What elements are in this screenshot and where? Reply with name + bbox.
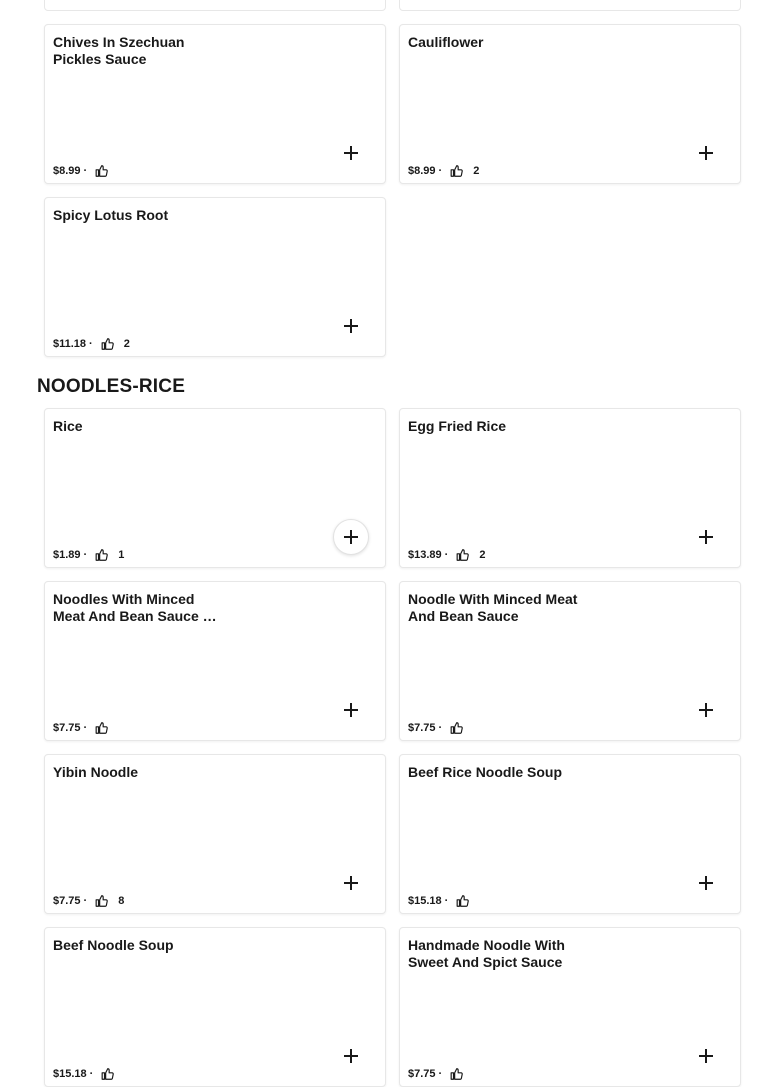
item-meta <box>53 164 118 178</box>
menu-item-card[interactable] <box>44 927 386 1087</box>
menu-item-card[interactable] <box>44 408 386 568</box>
section-title: NOODLES-RICE <box>37 376 186 397</box>
add-item-button[interactable] <box>333 308 369 344</box>
item-meta <box>408 894 479 908</box>
plus-icon <box>698 875 714 891</box>
item-meta <box>53 548 124 562</box>
item-likes: 1 <box>118 549 125 561</box>
plus-icon <box>343 1048 359 1064</box>
item-name: Chives In Szechuan Pickles Sauce <box>53 34 185 67</box>
item-price: $15.18 <box>408 895 442 907</box>
item-name: Spicy Lotus Root <box>53 207 169 223</box>
item-meta <box>53 894 124 908</box>
thumbs-up-icon <box>450 164 464 178</box>
thumbs-up-icon <box>95 164 109 178</box>
menu-item-card[interactable] <box>44 24 386 184</box>
thumbs-up-icon <box>95 721 109 735</box>
thumbs-up-icon <box>450 1067 464 1081</box>
item-meta <box>408 548 485 562</box>
separator: · <box>438 1068 443 1080</box>
item-meta <box>408 1067 473 1081</box>
item-name: Noodle With Minced Meat And Bean Sauce <box>408 591 578 624</box>
add-item-button[interactable] <box>688 865 724 901</box>
add-item-button[interactable] <box>688 135 724 171</box>
plus-icon <box>343 145 359 161</box>
separator: · <box>444 895 449 907</box>
item-name: Cauliflower <box>408 34 484 50</box>
item-name: Egg Fried Rice <box>408 418 507 434</box>
separator: · <box>83 549 88 561</box>
menu-item-card[interactable] <box>399 754 741 914</box>
add-item-button[interactable] <box>688 1038 724 1074</box>
plus-icon <box>698 145 714 161</box>
plus-icon <box>343 318 359 334</box>
plus-icon <box>698 702 714 718</box>
plus-icon <box>698 1048 714 1064</box>
thumbs-up-icon <box>450 721 464 735</box>
plus-icon <box>343 702 359 718</box>
item-price: $7.75 <box>53 895 81 907</box>
thumbs-up-icon <box>456 894 470 908</box>
item-name: Rice <box>53 418 83 434</box>
item-price: $7.75 <box>408 1068 436 1080</box>
menu-item-card[interactable] <box>399 24 741 184</box>
menu-item-card[interactable] <box>44 581 386 741</box>
add-item-button[interactable] <box>688 519 724 555</box>
thumbs-up-icon <box>95 548 109 562</box>
menu-item-card[interactable] <box>44 197 386 357</box>
item-price: $15.18 <box>53 1068 87 1080</box>
add-item-button[interactable] <box>688 692 724 728</box>
menu-item-card-partial[interactable] <box>399 0 741 11</box>
thumbs-up-icon <box>456 548 470 562</box>
add-item-button[interactable] <box>333 692 369 728</box>
item-meta <box>408 164 479 178</box>
item-name: Yibin Noodle <box>53 764 139 780</box>
item-likes: 8 <box>118 895 125 907</box>
add-item-button[interactable] <box>333 1038 369 1074</box>
separator: · <box>89 338 93 350</box>
item-price: $8.99 <box>408 165 436 177</box>
menu-item-card[interactable] <box>399 927 741 1087</box>
thumbs-up-icon <box>101 1067 115 1081</box>
item-name: Noodles With Minced Meat And Bean Sauce … <box>53 591 217 624</box>
item-price: $13.89 <box>408 549 442 561</box>
item-name: Handmade Noodle With Sweet And Spict Sauce <box>408 937 565 970</box>
thumbs-up-icon <box>101 337 115 351</box>
add-item-button[interactable] <box>333 135 369 171</box>
plus-icon <box>343 529 359 545</box>
separator: · <box>444 549 449 561</box>
item-price: $7.75 <box>408 722 436 734</box>
item-price: $8.99 <box>53 165 81 177</box>
item-price: $7.75 <box>53 722 81 734</box>
menu-item-card-partial[interactable] <box>44 0 386 11</box>
menu-item-card[interactable] <box>399 581 741 741</box>
plus-icon <box>343 875 359 891</box>
item-price: $11.18 <box>53 338 87 350</box>
item-likes: 2 <box>479 549 486 561</box>
item-meta <box>53 1067 124 1081</box>
item-name: Beef Rice Noodle Soup <box>408 764 563 780</box>
add-item-button[interactable] <box>333 519 369 555</box>
item-name: Beef Noodle Soup <box>53 937 174 953</box>
separator: · <box>89 1068 94 1080</box>
separator: · <box>438 165 443 177</box>
menu-item-card[interactable] <box>44 754 386 914</box>
item-meta <box>53 337 130 351</box>
item-likes: 2 <box>473 165 480 177</box>
separator: · <box>83 895 88 907</box>
item-meta <box>53 721 118 735</box>
menu-item-card[interactable] <box>399 408 741 568</box>
item-likes: 2 <box>123 338 130 350</box>
thumbs-up-icon <box>95 894 109 908</box>
add-item-button[interactable] <box>333 865 369 901</box>
separator: · <box>83 165 88 177</box>
item-price: $1.89 <box>53 549 81 561</box>
separator: · <box>83 722 88 734</box>
item-meta <box>408 721 473 735</box>
plus-icon <box>698 529 714 545</box>
separator: · <box>438 722 443 734</box>
